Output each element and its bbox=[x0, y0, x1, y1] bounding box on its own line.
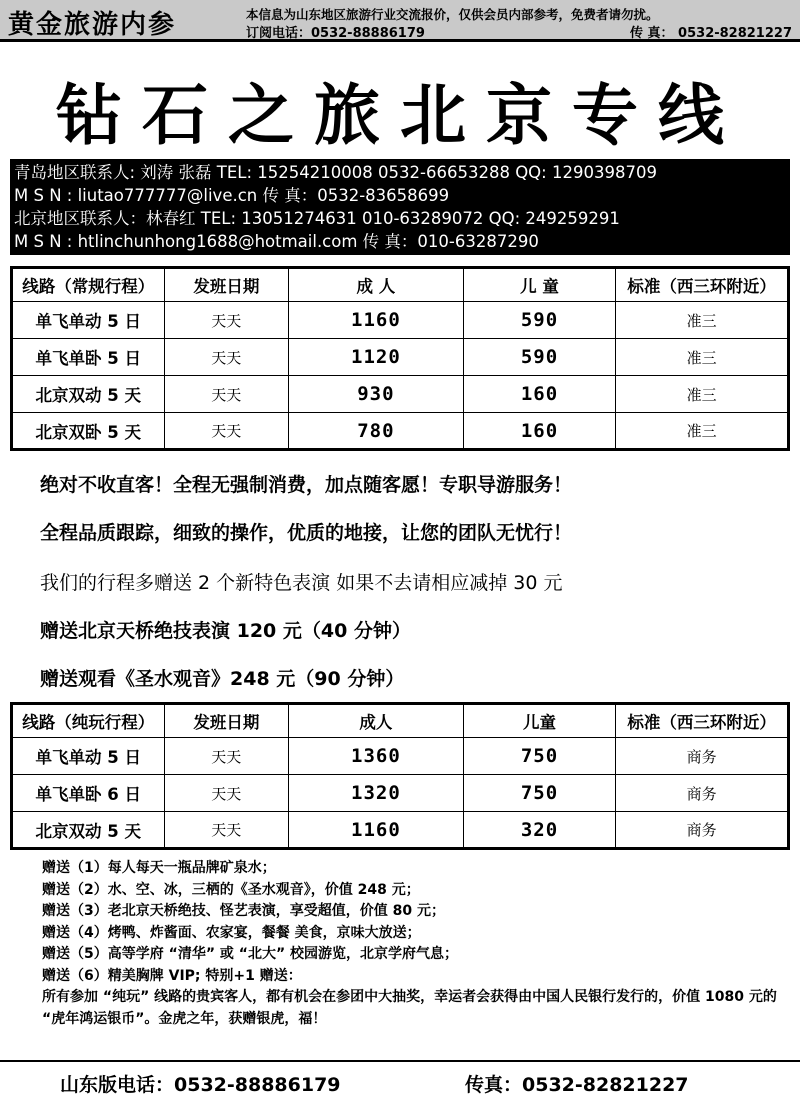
route-cell: 单飞单动 5 日 bbox=[12, 302, 165, 339]
price-table-pure-play bbox=[10, 702, 790, 850]
price-table-regular bbox=[10, 266, 790, 451]
child-price-cell: 750 bbox=[463, 775, 616, 812]
column-header-child: 儿童 bbox=[463, 704, 616, 738]
contact-block bbox=[10, 159, 790, 255]
child-price-cell: 160 bbox=[463, 376, 616, 413]
table-row bbox=[12, 812, 789, 849]
standard-cell: 商务 bbox=[616, 738, 789, 775]
route-cell: 北京双动 5 天 bbox=[12, 812, 165, 849]
route-cell: 北京双卧 5 天 bbox=[12, 413, 165, 450]
contact-line: M S N : htlinchunhong1688@hotmail.com 传 真：010-63287290 bbox=[14, 232, 539, 251]
date-cell: 天天 bbox=[164, 775, 288, 812]
adult-price-cell: 1160 bbox=[289, 812, 464, 849]
table-row bbox=[12, 775, 789, 812]
table-header-row bbox=[12, 268, 789, 302]
gift-item: 赠送（1）每人每天一瓶品牌矿泉水； bbox=[42, 860, 276, 876]
header-fax: 传 真： 0532-82821227 bbox=[630, 26, 792, 41]
adult-price-cell: 1120 bbox=[289, 339, 464, 376]
standard-cell: 商务 bbox=[616, 812, 789, 849]
standard-cell: 准三 bbox=[616, 302, 789, 339]
gift-item: 赠送（5）高等学府 “清华” 或 “北大” 校园游览，北京学府气息； bbox=[42, 946, 459, 962]
promo-line: 赠送观看《圣水观音》248 元（90 分钟） bbox=[40, 668, 405, 690]
date-cell: 天天 bbox=[164, 812, 288, 849]
column-header-child: 儿 童 bbox=[463, 268, 616, 302]
column-header-adult: 成人 bbox=[289, 704, 464, 738]
table-row bbox=[12, 339, 789, 376]
column-header-adult: 成 人 bbox=[289, 268, 464, 302]
child-price-cell: 750 bbox=[463, 738, 616, 775]
gift-item: 赠送（3）老北京天桥绝技、怪艺表演，享受超值，价值 80 元； bbox=[42, 903, 445, 919]
child-price-cell: 590 bbox=[463, 339, 616, 376]
child-price-cell: 590 bbox=[463, 302, 616, 339]
table-row bbox=[12, 302, 789, 339]
header-notice: 本信息为山东地区旅游行业交流报价，仅供会员内部参考，免费者请勿扰。 bbox=[246, 7, 659, 22]
column-header-standard: 标准（西三环附近） bbox=[616, 704, 789, 738]
header-subscribe-phone: 订阅电话：0532-88886179 bbox=[246, 26, 425, 41]
contact-line: 青岛地区联系人: 刘涛 张磊 TEL: 15254210008 0532-66653288 QQ: 1290398709 bbox=[14, 163, 657, 182]
footer-fax: 传真：0532-82821227 bbox=[465, 1074, 689, 1096]
standard-cell: 商务 bbox=[616, 775, 789, 812]
table-row bbox=[12, 738, 789, 775]
gift-item: 赠送（4）烤鸭、炸酱面、农家宴，餐餐 美食，京味大放送； bbox=[42, 924, 421, 941]
adult-price-cell: 1160 bbox=[289, 302, 464, 339]
date-cell: 天天 bbox=[164, 339, 288, 376]
adult-price-cell: 1320 bbox=[289, 775, 464, 812]
contact-line: 北京地区联系人：林春红 TEL: 13051274631 010-63289072 QQ: 249259291 bbox=[14, 209, 620, 228]
column-header-date: 发班日期 bbox=[164, 704, 288, 738]
gift-list bbox=[42, 858, 784, 1030]
contact-line: M S N : liutao777777@live.cn 传 真：0532-83658699 bbox=[14, 186, 450, 205]
route-cell: 单飞单卧 6 日 bbox=[12, 775, 165, 812]
adult-price-cell: 780 bbox=[289, 413, 464, 450]
date-cell: 天天 bbox=[164, 302, 288, 339]
child-price-cell: 320 bbox=[463, 812, 616, 849]
date-cell: 天天 bbox=[164, 738, 288, 775]
gift-item: 赠送（6）精美胸牌 VIP; 特别+1 赠送： bbox=[42, 967, 302, 984]
child-price-cell: 160 bbox=[463, 413, 616, 450]
column-header-route: 线路（常规行程） bbox=[12, 268, 165, 302]
promo-line: 我们的行程多赠送 2 个新特色表演 如果不去请相应减掉 30 元 bbox=[40, 572, 563, 594]
gift-item: 赠送（2）水、空、冰，三栖的《圣水观音》，价值 248 元； bbox=[42, 881, 420, 898]
footer bbox=[0, 1062, 800, 1100]
standard-cell: 准三 bbox=[616, 339, 789, 376]
route-cell: 单飞单动 5 日 bbox=[12, 738, 165, 775]
column-header-date: 发班日期 bbox=[164, 268, 288, 302]
table-row bbox=[12, 413, 789, 450]
standard-cell: 准三 bbox=[616, 376, 789, 413]
adult-price-cell: 930 bbox=[289, 376, 464, 413]
date-cell: 天天 bbox=[164, 376, 288, 413]
top-header bbox=[0, 0, 800, 42]
promo-line: 赠送北京天桥绝技表演 120 元（40 分钟） bbox=[40, 620, 411, 642]
column-header-route: 线路（纯玩行程） bbox=[12, 704, 165, 738]
header-contact-line bbox=[246, 22, 792, 41]
brand-title: 黄金旅游内参 bbox=[8, 10, 177, 40]
route-cell: 北京双动 5 天 bbox=[12, 376, 165, 413]
column-header-standard: 标准（西三环附近） bbox=[616, 268, 789, 302]
footer-phone: 山东版电话：0532-88886179 bbox=[60, 1074, 341, 1096]
route-cell: 单飞单卧 5 日 bbox=[12, 339, 165, 376]
adult-price-cell: 1360 bbox=[289, 738, 464, 775]
table-row bbox=[12, 376, 789, 413]
gift-lottery-note: 所有参加 “纯玩” 线路的贵宾客人，都有机会在参团中大抽奖，幸运者会获得由中国人民银行发行的，价值 1080 元的 “虎年鸿运银币”。金虎之年，获赠银虎，福！ bbox=[42, 989, 777, 1027]
standard-cell: 准三 bbox=[616, 413, 789, 450]
promo-line: 全程品质跟踪，细致的操作，优质的地接，让您的团队无忧行！ bbox=[40, 522, 573, 544]
promo-line: 绝对不收直客！全程无强制消费，加点随客愿！专职导游服务！ bbox=[40, 474, 573, 496]
page-title: 钻石之旅北京专线 bbox=[56, 76, 744, 154]
table-header-row bbox=[12, 704, 789, 738]
date-cell: 天天 bbox=[164, 413, 288, 450]
